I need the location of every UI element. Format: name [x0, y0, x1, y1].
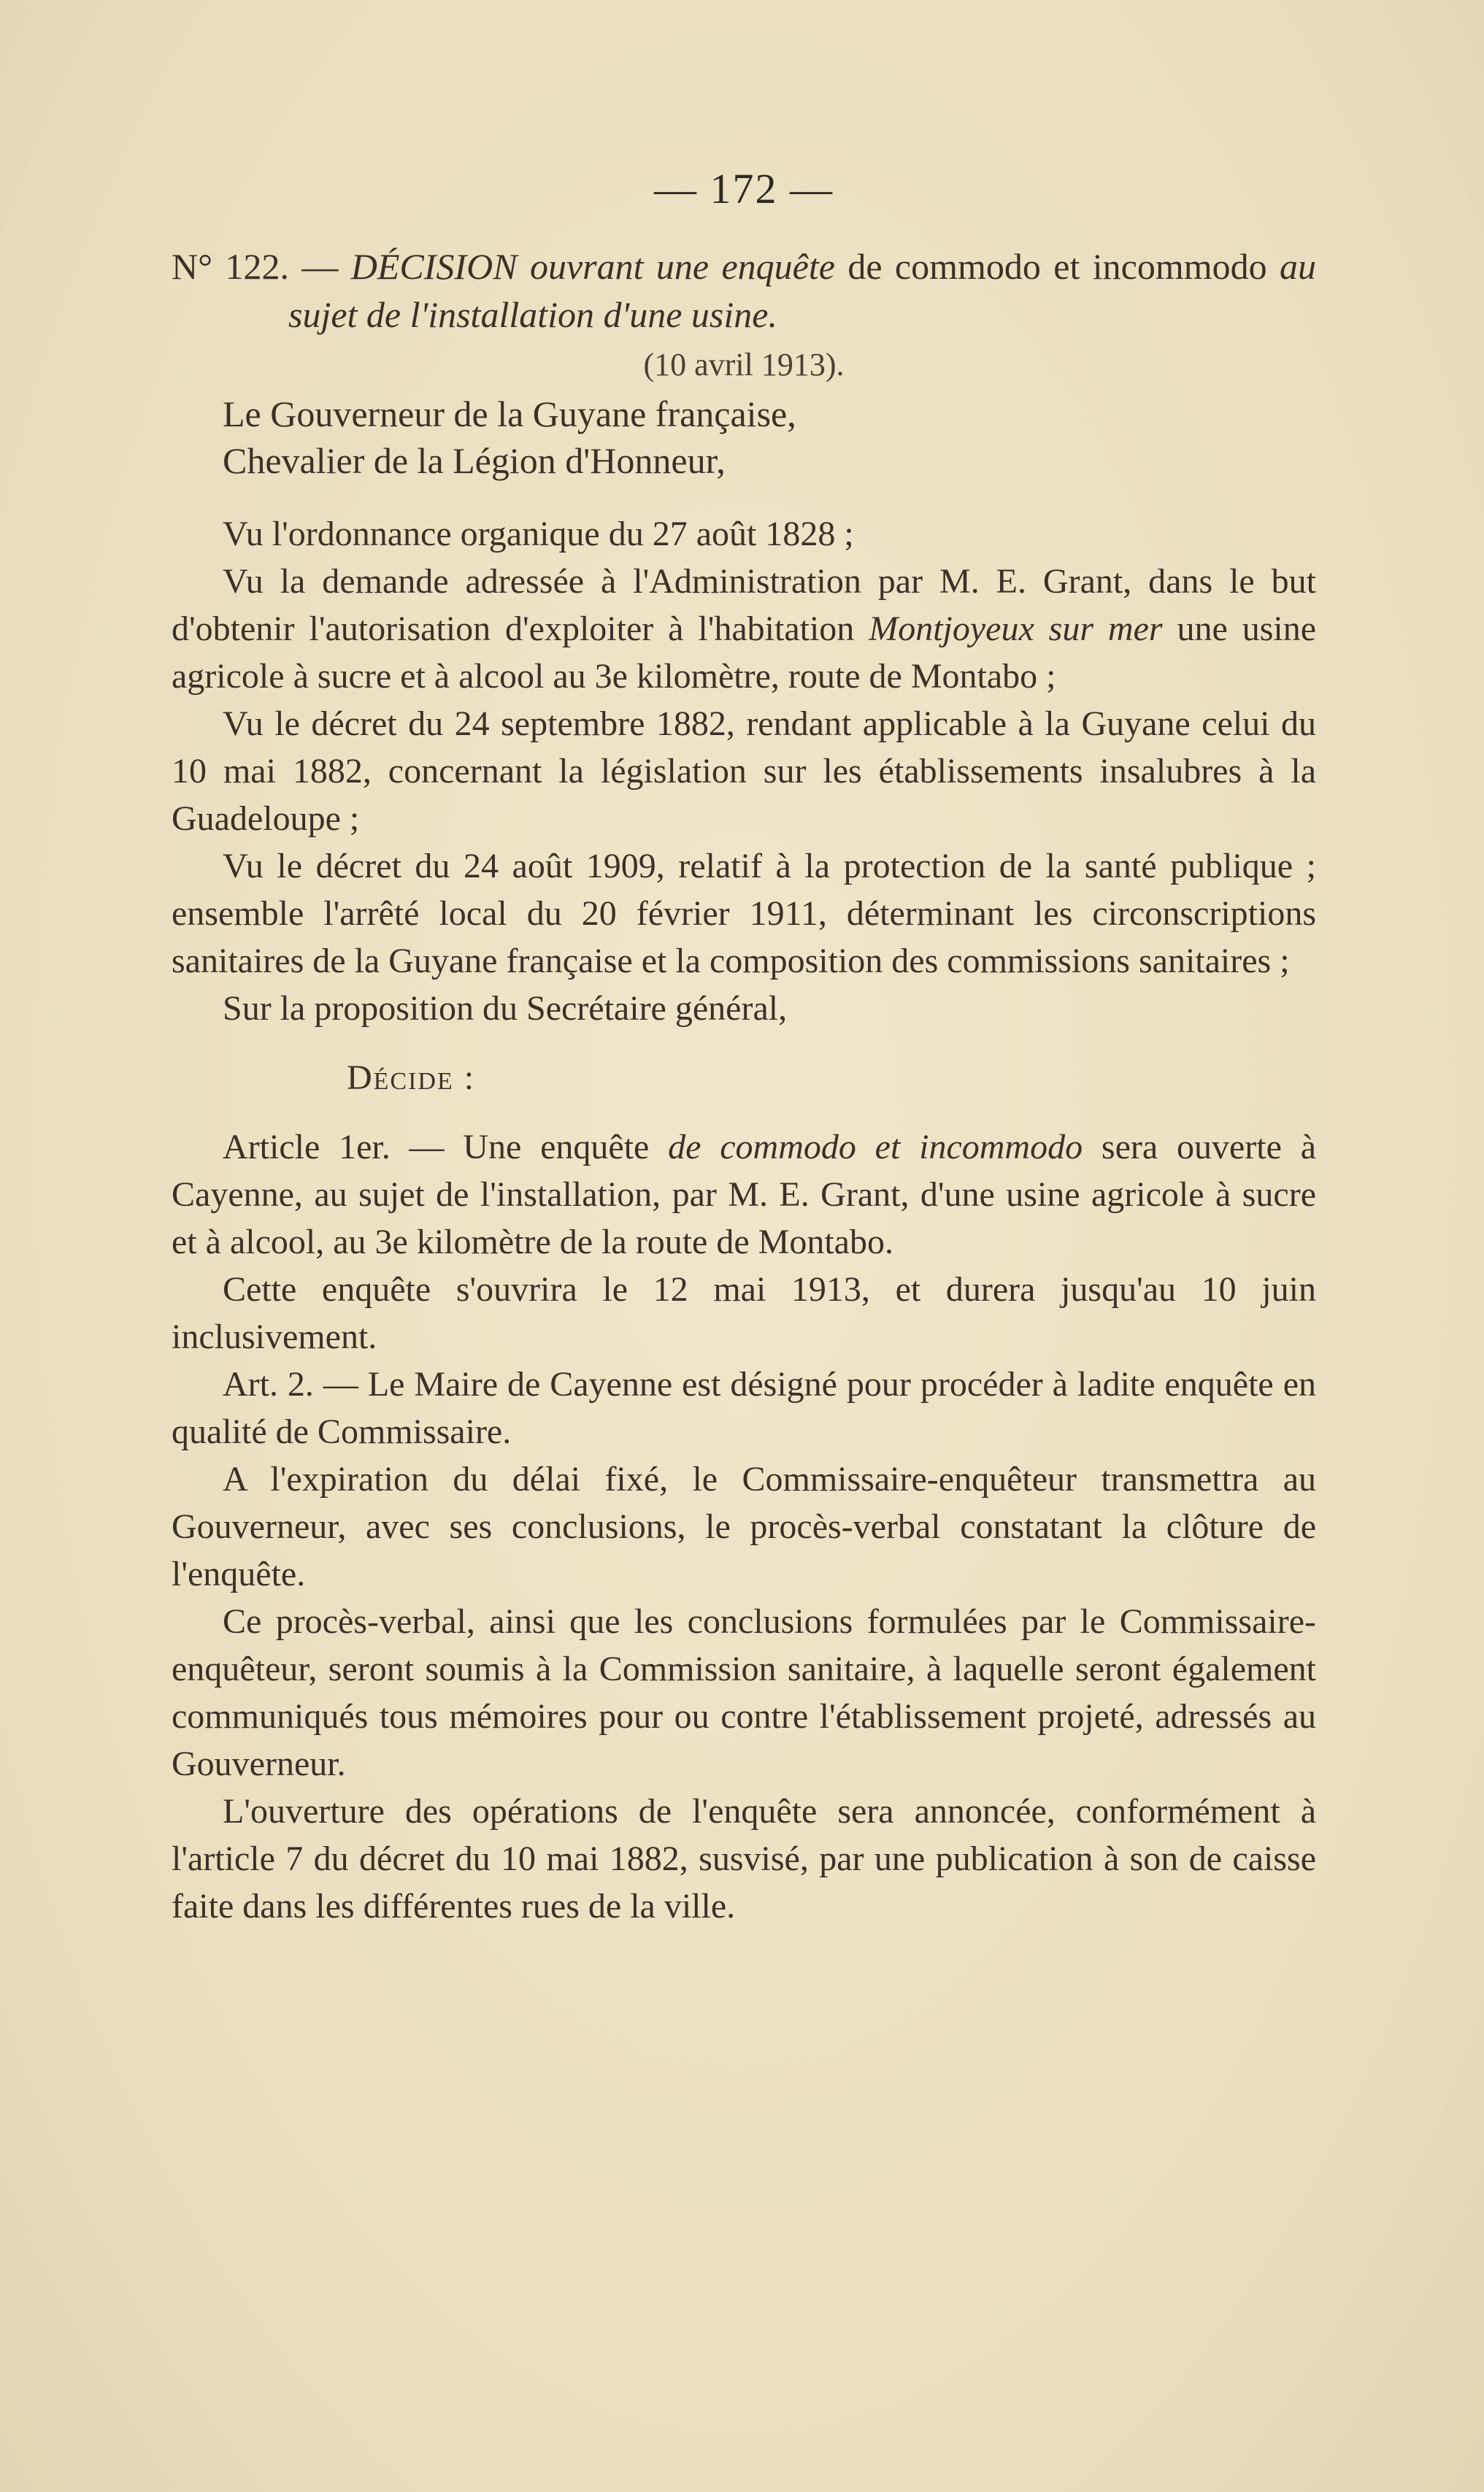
proces-verbal-paragraph: Ce procès-verbal, ainsi que les conclusions formulées par le Commissaire-enquêteur, seront soumis à la Commission sanitaire, à laquelle seront également communiqués tous mémoires pour ou contre l'établissement projeté, adressés au Gouverneur.: [172, 1602, 1316, 1783]
decision-word: DÉCISION: [350, 246, 518, 287]
heading-text-1: de commodo et incommodo: [847, 246, 1267, 287]
vu-2-before: Vu la demande adressée à l'Administration par M. E. Grant, dans le but d'obtenir l'autorisation d'exploiter à l'habitation: [172, 562, 1316, 648]
decision-heading: [172, 242, 1316, 339]
vu-2-italic: Montjoyeux sur mer: [869, 609, 1163, 648]
art-1-italic: de commodo et incommodo: [668, 1128, 1083, 1166]
vu-paragraph-3: Vu le décret du 24 septembre 1882, rendant applicable à la Guyane celui du 10 mai 1882, concernant la législation sur les établissements insalubres à la Guadeloupe ;: [172, 704, 1316, 838]
page-number: — 172 —: [654, 165, 834, 212]
heading-italic-2: au sujet de l'installation d'une usine.: [288, 246, 1316, 335]
vu-paragraph-2: [172, 558, 1316, 700]
heading-italic-1: ouvrant une enquête: [529, 246, 835, 287]
article-1-paragraph: [172, 1123, 1316, 1266]
art-1-after: sera ouverte à Cayenne, au sujet de l'installation, par M. E. Grant, d'une usine agricole à sucre et à alcool, au 3e kilomètre de la route de Montabo.: [172, 1128, 1317, 1261]
decision-number: N° 122. —: [172, 246, 339, 287]
governor-line-2: Chevalier de la Légion d'Honneur,: [223, 440, 726, 481]
vu-paragraph-1: Vu l'ordonnance organique du 27 août 1828 ;: [223, 515, 854, 553]
article-1-dates-paragraph: Cette enquête s'ouvrira le 12 mai 1913, et durera jusqu'au 10 juin inclusivement.: [172, 1270, 1316, 1356]
proposition-paragraph: Sur la proposition du Secrétaire général,: [223, 989, 788, 1028]
vu-2-after: une usine agricole à sucre et à alcool au 3e kilomètre, route de Montabo ;: [172, 609, 1317, 696]
expiration-paragraph: A l'expiration du délai fixé, le Commissaire-enquêteur transmettra au Gouverneur, avec ses conclusions, le procès-verbal constatant la clôture de l'enquête.: [172, 1460, 1316, 1593]
governor-line-1: Le Gouverneur de la Guyane française,: [223, 393, 796, 434]
art-1-before: Article 1er. — Une enquête: [223, 1128, 669, 1166]
decision-date: (10 avril 1913).: [643, 347, 845, 382]
decide-heading: Décide :: [347, 1058, 476, 1097]
vu-paragraph-4: Vu le décret du 24 août 1909, relatif à la protection de la santé publique ; ensemble l'arrêté local du 20 février 1911, déterminant les circonscriptions sanitaires de la Guyane française et la composition des commissions sanitaires ;: [172, 847, 1316, 980]
article-2-paragraph: Art. 2. — Le Maire de Cayenne est désigné pour procéder à ladite enquête en qualité de Commissaire.: [172, 1365, 1316, 1451]
ouverture-paragraph: L'ouverture des opérations de l'enquête sera annoncée, conformément à l'article 7 du décret du 10 mai 1882, susvisé, par une publication à son de caisse faite dans les différentes rues de la ville.: [172, 1792, 1316, 1926]
